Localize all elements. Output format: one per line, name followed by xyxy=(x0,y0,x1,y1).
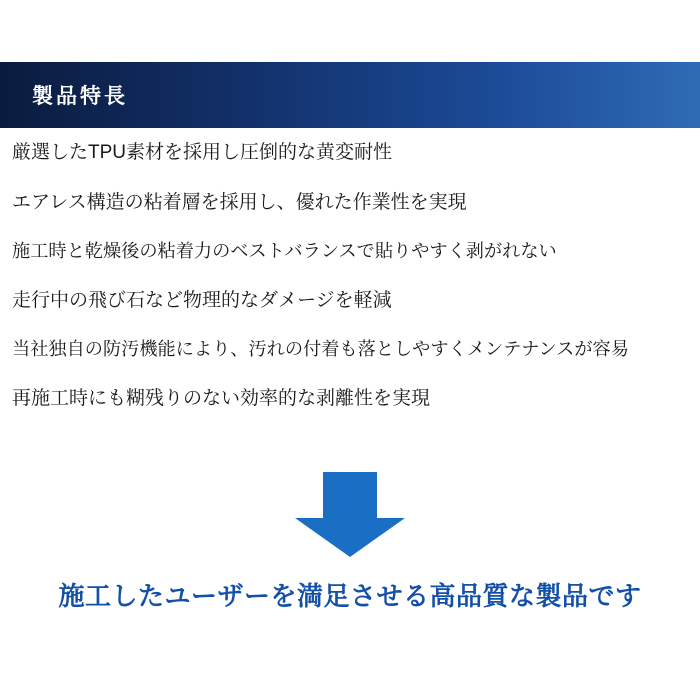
page-title: 製品特長 xyxy=(32,85,128,108)
footer-headline: 施工したユーザーを満足させる高品質な製品です xyxy=(58,581,642,611)
list-item: 施工時と乾燥後の粘着力のベストバランスで貼りやすく剥がれない xyxy=(12,241,557,262)
feature-list xyxy=(0,140,700,436)
down-arrow-head xyxy=(295,518,405,557)
list-item: 再施工時にも糊残りのない効率的な剥離性を実現 xyxy=(12,388,431,410)
list-item: 当社独自の防汚機能により、汚れの付着も落としやすくメンテナンスが容易 xyxy=(12,339,629,360)
section-header-bar xyxy=(0,62,700,128)
arrow-container xyxy=(0,472,700,557)
list-item: 厳選したTPU素材を採用し圧倒的な黄変耐性 xyxy=(12,142,393,163)
down-arrow-stem xyxy=(323,472,377,518)
list-item: 走行中の飛び石など物理的なダメージを軽減 xyxy=(12,289,392,311)
list-item: エアレス構造の粘着層を採用し、優れた作業性を実現 xyxy=(12,191,467,213)
down-arrow-icon xyxy=(295,472,405,557)
